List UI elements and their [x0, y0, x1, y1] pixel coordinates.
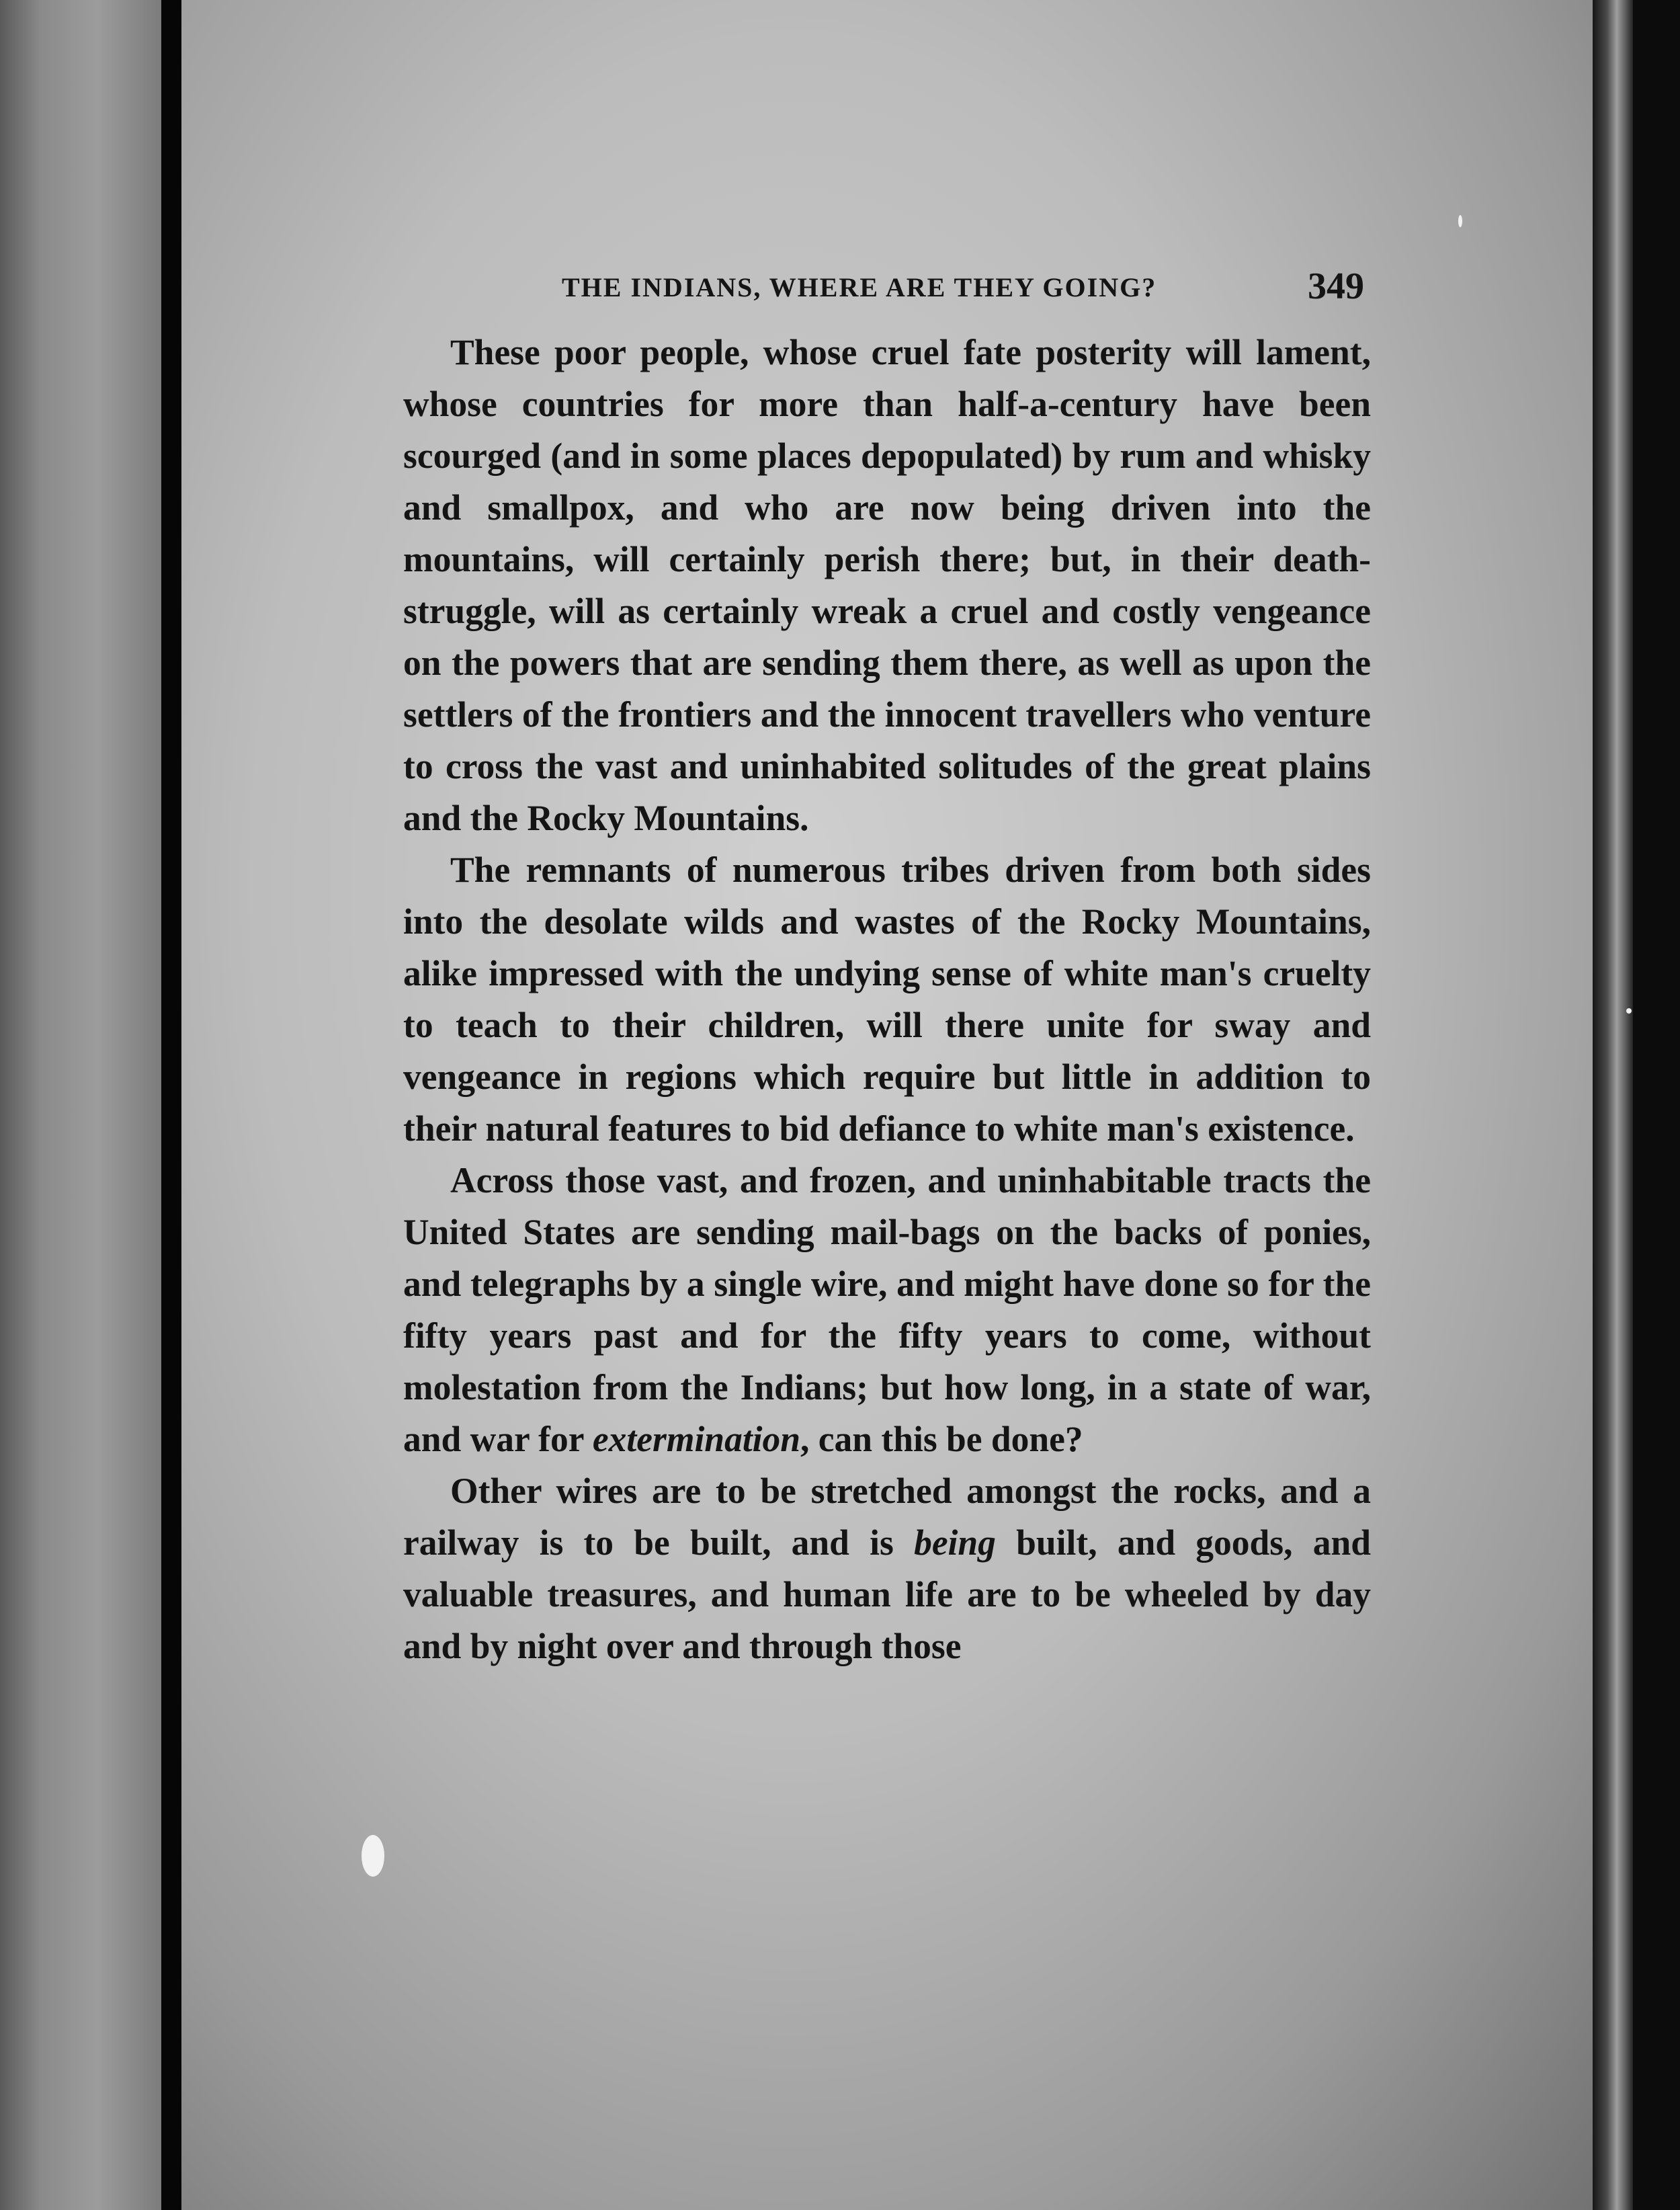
paragraph-3 — [403, 1155, 1371, 1465]
running-title: THE INDIANS, WHERE ARE THEY GOING? — [562, 272, 1157, 302]
page-number: 349 — [1308, 265, 1364, 307]
paragraph-4-text-end: built, and goods, and valuable treasures, and human life are to be wheeled by day and by night over and through those — [403, 1522, 1371, 1666]
paragraph-4-emphasis: being — [914, 1522, 996, 1563]
paragraph-3-text-end: , can this be done? — [800, 1419, 1083, 1459]
paragraph-4 — [403, 1465, 1371, 1672]
paragraph-1: These poor people, whose cruel fate posterity will lament, whose countries for more than half-a-century have been scourged (and in some places depopulated) by rum and whisky and smallpox, and who are now being driven into the mountains, will certainly perish there; but, in their death-struggle, will as certainly wreak a cruel and costly vengeance on the powers that are sending them there, as well as upon the settlers of the frontiers and the innocent travellers who venture to cross the vast and uninhabited solitudes of the great plains and the Rocky Mountains. — [403, 332, 1371, 838]
running-header — [383, 259, 1384, 320]
body-text — [403, 327, 1371, 1672]
page-outer-edge — [1593, 0, 1633, 2210]
paragraph-3-text: Across those vast, and frozen, and uninhabitable tracts the United States are sending mail-bags on the backs of ponies, and telegraphs by a single wire, and might have done so for the fifty years past and for the fifty years to come, without molestation from the Indians; but how long, in a state of war, and war for — [403, 1160, 1371, 1459]
paragraph-4-text: Other wires are to be stretched amongst the rocks, and a railway is to be built, and is — [403, 1471, 1371, 1563]
facing-page-edge — [0, 0, 161, 2210]
paragraph-2: The remnants of numerous tribes driven from both sides into the desolate wilds and wastes of the Rocky Mountains, alike impressed with the undying sense of white man's cruelty to teach to their children, will there unite for sway and vengeance in regions which require but little in addition to their natural features to bid defiance to white man's existence. — [403, 850, 1371, 1149]
paragraph-3-emphasis: extermination — [592, 1419, 801, 1459]
book-gutter — [161, 0, 181, 2210]
